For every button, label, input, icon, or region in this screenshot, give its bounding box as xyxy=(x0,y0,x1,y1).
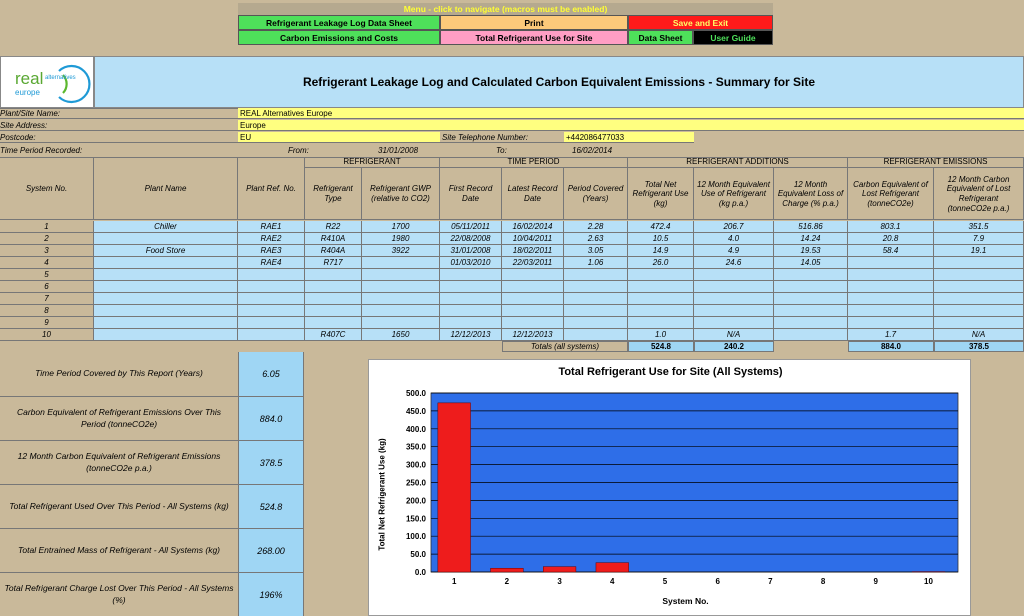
cell-covered[interactable]: 3.05 xyxy=(564,245,628,257)
refrigerant-use-chart xyxy=(369,360,972,616)
cell-ref[interactable] xyxy=(238,269,305,281)
cell-plant[interactable] xyxy=(94,269,238,281)
cell-net[interactable]: 1.0 xyxy=(628,329,694,341)
cell-no: 5 xyxy=(0,269,94,281)
header-refrigerant-type: Refrigerant Type xyxy=(305,168,362,220)
header-plant-name: Plant Name xyxy=(94,157,238,220)
carbon-emissions-button[interactable]: Carbon Emissions and Costs xyxy=(238,30,440,45)
summary-label: Total Refrigerant Used Over This Period - All Systems (kg) xyxy=(0,485,238,529)
postcode-field[interactable]: EU xyxy=(238,132,440,143)
cell-equiv[interactable]: 4.0 xyxy=(694,233,774,245)
x-tick-label: 2 xyxy=(504,577,510,586)
summary-value: 196% xyxy=(238,573,304,616)
cell-ref[interactable] xyxy=(238,281,305,293)
cell-equiv[interactable] xyxy=(694,293,774,305)
menu-title: Menu - click to navigate (macros must be enabled) xyxy=(238,3,773,15)
cell-type[interactable]: R22 xyxy=(305,221,362,233)
cell-net[interactable]: 14.9 xyxy=(628,245,694,257)
x-tick-label: 1 xyxy=(451,577,457,586)
header-net-use: Total Net Refrigerant Use (kg) xyxy=(628,168,694,220)
total-net-use: 524.8 xyxy=(628,341,694,352)
cell-first[interactable] xyxy=(440,305,502,317)
cell-carbon12[interactable] xyxy=(934,305,1024,317)
cell-gwp[interactable]: 1650 xyxy=(362,329,440,341)
group-refrigerant: REFRIGERANT xyxy=(305,157,440,168)
header-first-record: First Record Date xyxy=(440,168,502,220)
cell-ref[interactable] xyxy=(238,293,305,305)
y-tick-label: 250.0 xyxy=(405,478,426,488)
header-gwp: Refrigerant GWP (relative to CO2) xyxy=(362,168,440,220)
cell-ref[interactable]: RAE2 xyxy=(238,233,305,245)
cell-plant[interactable] xyxy=(94,329,238,341)
y-tick-label: 200.0 xyxy=(405,496,426,506)
y-tick-label: 450.0 xyxy=(405,406,426,416)
cell-latest[interactable] xyxy=(502,317,564,329)
cell-no: 4 xyxy=(0,257,94,269)
summary-value: 6.05 xyxy=(238,352,304,397)
x-tick-label: 8 xyxy=(820,577,826,586)
cell-first[interactable] xyxy=(440,317,502,329)
y-tick-label: 500.0 xyxy=(405,389,426,398)
summary-value: 268.00 xyxy=(238,529,304,573)
cell-net[interactable] xyxy=(628,293,694,305)
cell-carbon[interactable] xyxy=(848,305,934,317)
page-title: Refrigerant Leakage Log and Calculated Carbon Equivalent Emissions - Summary for Site xyxy=(94,56,1024,108)
cell-type[interactable] xyxy=(305,305,362,317)
cell-latest[interactable] xyxy=(502,269,564,281)
header-equiv-use: 12 Month Equivalent Use of Refrigerant (kg p.a.) xyxy=(694,168,774,220)
to-date: 16/02/2014 xyxy=(572,146,613,155)
x-tick-label: 3 xyxy=(557,577,562,586)
total-use-button[interactable]: Total Refrigerant Use for Site xyxy=(440,30,628,45)
leakage-log-button[interactable]: Refrigerant Leakage Log Data Sheet xyxy=(238,15,440,30)
cell-no: 7 xyxy=(0,293,94,305)
user-guide-button[interactable]: User Guide xyxy=(693,30,773,45)
cell-carbon[interactable]: 58.4 xyxy=(848,245,934,257)
cell-equiv[interactable] xyxy=(694,269,774,281)
cell-equiv[interactable] xyxy=(694,281,774,293)
cell-net[interactable]: 26.0 xyxy=(628,257,694,269)
cell-equiv[interactable]: 24.6 xyxy=(694,257,774,269)
cell-no: 2 xyxy=(0,233,94,245)
cell-loss[interactable] xyxy=(774,293,848,305)
header-system-no: System No. xyxy=(0,157,94,220)
y-tick-label: 0.0 xyxy=(414,568,426,577)
cell-plant[interactable] xyxy=(94,317,238,329)
chart-xlabel: System No. xyxy=(662,596,709,606)
group-additions: REFRIGERANT ADDITIONS xyxy=(628,157,848,168)
summary-value: 524.8 xyxy=(238,485,304,529)
cell-net[interactable] xyxy=(628,305,694,317)
cell-no: 10 xyxy=(0,329,94,341)
cell-equiv[interactable] xyxy=(694,317,774,329)
header-carbon-12m: 12 Month Carbon Equivalent of Lost Refrigerant (tonneCO2e p.a.) xyxy=(934,168,1024,220)
cell-ref[interactable] xyxy=(238,305,305,317)
y-tick-label: 150.0 xyxy=(405,514,426,524)
cell-first[interactable] xyxy=(440,269,502,281)
cell-gwp[interactable] xyxy=(362,305,440,317)
cell-gwp[interactable] xyxy=(362,293,440,305)
bar xyxy=(438,403,471,572)
cell-no: 9 xyxy=(0,317,94,329)
data-sheet-button[interactable]: Data Sheet xyxy=(628,30,693,45)
cell-type[interactable] xyxy=(305,281,362,293)
cell-carbon[interactable]: 803.1 xyxy=(848,221,934,233)
cell-first[interactable]: 22/08/2008 xyxy=(440,233,502,245)
cell-no: 1 xyxy=(0,221,94,233)
cell-loss[interactable] xyxy=(774,317,848,329)
cell-gwp[interactable] xyxy=(362,257,440,269)
summary-value: 884.0 xyxy=(238,397,304,441)
logo-sub: alternatives xyxy=(45,75,76,81)
summary-value: 378.5 xyxy=(238,441,304,485)
x-tick-label: 10 xyxy=(924,577,933,586)
cell-first[interactable]: 01/03/2010 xyxy=(440,257,502,269)
cell-equiv[interactable]: 206.7 xyxy=(694,221,774,233)
logo xyxy=(0,56,94,108)
cell-type[interactable]: R404A xyxy=(305,245,362,257)
cell-latest[interactable]: 22/03/2011 xyxy=(502,257,564,269)
group-emissions: REFRIGERANT EMISSIONS xyxy=(848,157,1024,168)
cell-gwp[interactable] xyxy=(362,269,440,281)
cell-loss[interactable] xyxy=(774,281,848,293)
cell-latest[interactable] xyxy=(502,281,564,293)
cell-loss[interactable] xyxy=(774,329,848,341)
cell-covered[interactable]: 2.63 xyxy=(564,233,628,245)
cell-covered[interactable] xyxy=(564,281,628,293)
header-latest-record: Latest Record Date xyxy=(502,168,564,220)
postcode-label: Postcode: xyxy=(0,132,238,143)
cell-no: 8 xyxy=(0,305,94,317)
cell-carbon12[interactable]: 351.5 xyxy=(934,221,1024,233)
x-tick-label: 9 xyxy=(873,577,879,586)
x-tick-label: 5 xyxy=(662,577,668,586)
cell-type[interactable] xyxy=(305,293,362,305)
summary-label: Total Entrained Mass of Refrigerant - All Systems (kg) xyxy=(0,529,238,573)
totals-label: Totals (all systems) xyxy=(502,341,628,352)
cell-gwp[interactable]: 3922 xyxy=(362,245,440,257)
cell-covered[interactable] xyxy=(564,269,628,281)
cell-plant[interactable] xyxy=(94,281,238,293)
plant-site-label: Plant/Site Name: xyxy=(0,108,238,119)
bar xyxy=(543,567,576,572)
cell-gwp[interactable]: 1700 xyxy=(362,221,440,233)
cell-ref[interactable]: RAE1 xyxy=(238,221,305,233)
total-equiv-use: 240.2 xyxy=(694,341,774,352)
cell-latest[interactable]: 10/04/2011 xyxy=(502,233,564,245)
bar xyxy=(491,568,524,572)
cell-net[interactable] xyxy=(628,269,694,281)
cell-carbon[interactable] xyxy=(848,317,934,329)
cell-net[interactable] xyxy=(628,317,694,329)
cell-carbon[interactable] xyxy=(848,293,934,305)
save-exit-button[interactable]: Save and Exit xyxy=(628,15,773,30)
bar xyxy=(596,563,629,572)
cell-type[interactable]: R407C xyxy=(305,329,362,341)
plant-site-field[interactable]: REAL Alternatives Europe xyxy=(238,108,1024,119)
cell-first[interactable]: 12/12/2013 xyxy=(440,329,502,341)
cell-plant[interactable] xyxy=(94,293,238,305)
logo-region: europe xyxy=(15,88,40,97)
cell-plant[interactable] xyxy=(94,305,238,317)
cell-covered[interactable] xyxy=(564,305,628,317)
to-label: To: xyxy=(496,146,507,155)
cell-latest[interactable]: 18/02/2011 xyxy=(502,245,564,257)
cell-ref[interactable] xyxy=(238,329,305,341)
cell-covered[interactable]: 2.28 xyxy=(564,221,628,233)
cell-carbon[interactable] xyxy=(848,281,934,293)
cell-net[interactable] xyxy=(628,281,694,293)
x-tick-label: 4 xyxy=(610,577,615,586)
cell-type[interactable] xyxy=(305,269,362,281)
site-telephone-label: Site Telephone Number: xyxy=(440,132,564,143)
chart-ylabel: Total Net Refrigerant Use (kg) xyxy=(377,438,387,551)
cell-carbon[interactable]: 20.8 xyxy=(848,233,934,245)
cell-covered[interactable] xyxy=(564,317,628,329)
cell-loss[interactable]: 516.86 xyxy=(774,221,848,233)
summary-label: Total Refrigerant Charge Lost Over This Period - All Systems (%) xyxy=(0,573,238,616)
from-date: 31/01/2008 xyxy=(378,146,419,155)
y-tick-label: 300.0 xyxy=(405,460,426,470)
cell-equiv[interactable]: 4.9 xyxy=(694,245,774,257)
cell-ref[interactable]: RAE4 xyxy=(238,257,305,269)
cell-first[interactable] xyxy=(440,281,502,293)
cell-type[interactable] xyxy=(305,317,362,329)
cell-latest[interactable] xyxy=(502,293,564,305)
chart-panel xyxy=(368,359,971,616)
site-telephone-field[interactable]: +442086477033 xyxy=(564,132,694,143)
cell-net[interactable]: 472.4 xyxy=(628,221,694,233)
summary-label: Carbon Equivalent of Refrigerant Emissions Over This Period (tonneCO2e) xyxy=(0,397,238,441)
header-carbon-equiv: Carbon Equivalent of Lost Refrigerant (tonneCO2e) xyxy=(848,168,934,220)
cell-carbon[interactable] xyxy=(848,269,934,281)
cell-latest[interactable]: 12/12/2013 xyxy=(502,329,564,341)
cell-first[interactable] xyxy=(440,293,502,305)
cell-plant[interactable] xyxy=(94,257,238,269)
cell-carbon12[interactable] xyxy=(934,293,1024,305)
cell-covered[interactable]: 1.06 xyxy=(564,257,628,269)
y-tick-label: 350.0 xyxy=(405,442,426,452)
cell-ref[interactable]: RAE3 xyxy=(238,245,305,257)
cell-first[interactable]: 31/01/2008 xyxy=(440,245,502,257)
print-button[interactable]: Print xyxy=(440,15,628,30)
total-carbon-equiv: 884.0 xyxy=(848,341,934,352)
cell-type[interactable]: R717 xyxy=(305,257,362,269)
chart-title: Total Refrigerant Use for Site (All Systems) xyxy=(558,366,783,378)
cell-carbon[interactable] xyxy=(848,257,934,269)
cell-first[interactable]: 05/11/2011 xyxy=(440,221,502,233)
cell-plant[interactable] xyxy=(94,233,238,245)
cell-carbon12[interactable]: 19.1 xyxy=(934,245,1024,257)
from-label: From: xyxy=(288,146,309,155)
header-loss-charge: 12 Month Equivalent Loss of Charge (% p.a.) xyxy=(774,168,848,220)
cell-equiv[interactable] xyxy=(694,305,774,317)
cell-equiv[interactable]: N/A xyxy=(694,329,774,341)
total-carbon-12m: 378.5 xyxy=(934,341,1024,352)
group-time-period: TIME PERIOD xyxy=(440,157,628,168)
cell-no: 3 xyxy=(0,245,94,257)
cell-plant[interactable]: Food Store xyxy=(94,245,238,257)
header-period-covered: Period Covered (Years) xyxy=(564,168,628,220)
cell-carbon12[interactable]: N/A xyxy=(934,329,1024,341)
cell-carbon12[interactable] xyxy=(934,257,1024,269)
cell-carbon12[interactable] xyxy=(934,281,1024,293)
header-plant-ref: Plant Ref. No. xyxy=(238,157,305,220)
cell-loss[interactable] xyxy=(774,305,848,317)
y-tick-label: 400.0 xyxy=(405,424,426,434)
cell-carbon12[interactable]: 7.9 xyxy=(934,233,1024,245)
cell-no: 6 xyxy=(0,281,94,293)
cell-gwp[interactable]: 1980 xyxy=(362,233,440,245)
time-period-label: Time Period Recorded: xyxy=(0,146,83,155)
cell-latest[interactable]: 16/02/2014 xyxy=(502,221,564,233)
summary-label: 12 Month Carbon Equivalent of Refrigerant Emissions (tonneCO2e p.a.) xyxy=(0,441,238,485)
cell-loss[interactable]: 14.24 xyxy=(774,233,848,245)
cell-covered[interactable] xyxy=(564,293,628,305)
site-address-field[interactable]: Europe xyxy=(238,120,1024,131)
cell-loss[interactable]: 14.05 xyxy=(774,257,848,269)
summary-label: Time Period Covered by This Report (Years) xyxy=(0,352,238,397)
cell-gwp[interactable] xyxy=(362,317,440,329)
site-address-label: Site Address: xyxy=(0,120,238,131)
cell-carbon12[interactable] xyxy=(934,317,1024,329)
cell-plant[interactable]: Chiller xyxy=(94,221,238,233)
x-tick-label: 6 xyxy=(715,577,720,586)
cell-covered[interactable] xyxy=(564,329,628,341)
logo-brand: real xyxy=(15,69,44,88)
cell-ref[interactable] xyxy=(238,317,305,329)
y-tick-label: 100.0 xyxy=(405,532,426,542)
cell-loss[interactable]: 19.53 xyxy=(774,245,848,257)
y-tick-label: 50.0 xyxy=(410,550,426,560)
cell-gwp[interactable] xyxy=(362,281,440,293)
cell-loss[interactable] xyxy=(774,269,848,281)
x-tick-label: 7 xyxy=(768,577,773,586)
cell-type[interactable]: R410A xyxy=(305,233,362,245)
cell-net[interactable]: 10.5 xyxy=(628,233,694,245)
cell-carbon12[interactable] xyxy=(934,269,1024,281)
cell-latest[interactable] xyxy=(502,305,564,317)
cell-carbon[interactable]: 1.7 xyxy=(848,329,934,341)
